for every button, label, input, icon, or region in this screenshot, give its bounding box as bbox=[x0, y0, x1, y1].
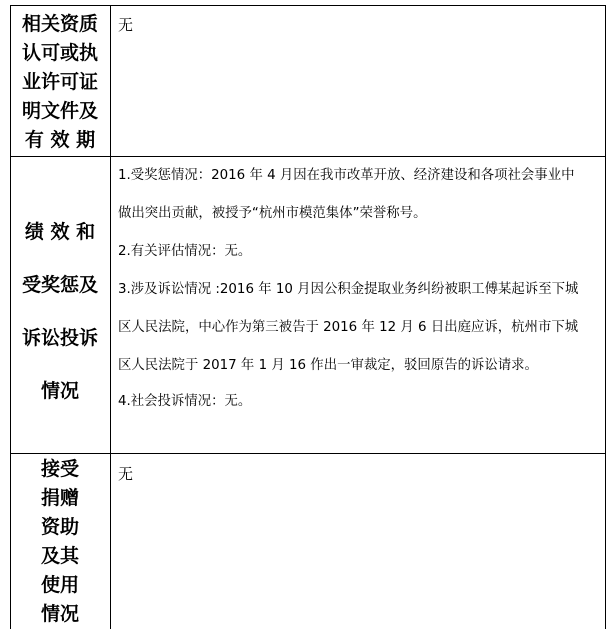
label-line: 情况 bbox=[40, 380, 79, 402]
donation-value: 无 bbox=[118, 465, 134, 483]
litigation-line-1: 3.涉及诉讼情况 :2016 年 10 月因公积金提取业务纠纷被职工傅某起诉至下城 bbox=[118, 282, 579, 297]
label-line: 捐赠 bbox=[40, 487, 79, 509]
label-line: 使用 bbox=[40, 574, 79, 596]
complaints-line: 4.社会投诉情况：无。 bbox=[118, 394, 252, 409]
qualification-value: 无 bbox=[118, 16, 134, 34]
row-divider-1 bbox=[10, 156, 606, 157]
label-line: 认可或执 bbox=[21, 42, 98, 64]
label-line: 绩 效 和 bbox=[24, 221, 96, 243]
label-line: 诉讼投诉 bbox=[21, 327, 98, 349]
table-border-right bbox=[605, 5, 606, 629]
evaluation-line: 2.有关评估情况：无。 bbox=[118, 244, 252, 259]
table-border-top bbox=[10, 5, 606, 6]
qualification-label bbox=[10, 10, 110, 155]
litigation-line-2: 区人民法院，中心作为第三被告于 2016 年 12 月 6 日出庭应诉，杭州市下城 bbox=[118, 320, 579, 335]
row-divider-2 bbox=[10, 453, 606, 454]
donation-label bbox=[10, 455, 110, 629]
litigation-line-3: 区人民法院于 2017 年 1 月 16 作出一审裁定，驳回原告的诉讼请求。 bbox=[118, 358, 538, 373]
label-line: 及其 bbox=[40, 545, 79, 567]
label-line: 资助 bbox=[40, 516, 79, 538]
table-column-divider bbox=[110, 5, 111, 629]
label-line: 有 效 期 bbox=[24, 129, 96, 151]
performance-label bbox=[10, 206, 110, 418]
awards-line-2: 做出突出贡献，被授予“杭州市模范集体”荣誉称号。 bbox=[118, 206, 427, 221]
label-line: 明文件及 bbox=[21, 100, 98, 122]
awards-line-1: 1.受奖惩情况：2016 年 4 月因在我市改革开放、经济建设和各项社会事业中 bbox=[118, 168, 575, 183]
label-line: 情况 bbox=[40, 603, 79, 625]
label-line: 相关资质 bbox=[21, 13, 98, 35]
label-line: 接受 bbox=[40, 458, 79, 480]
label-line: 受奖惩及 bbox=[21, 274, 98, 296]
label-line: 业许可证 bbox=[21, 71, 98, 93]
